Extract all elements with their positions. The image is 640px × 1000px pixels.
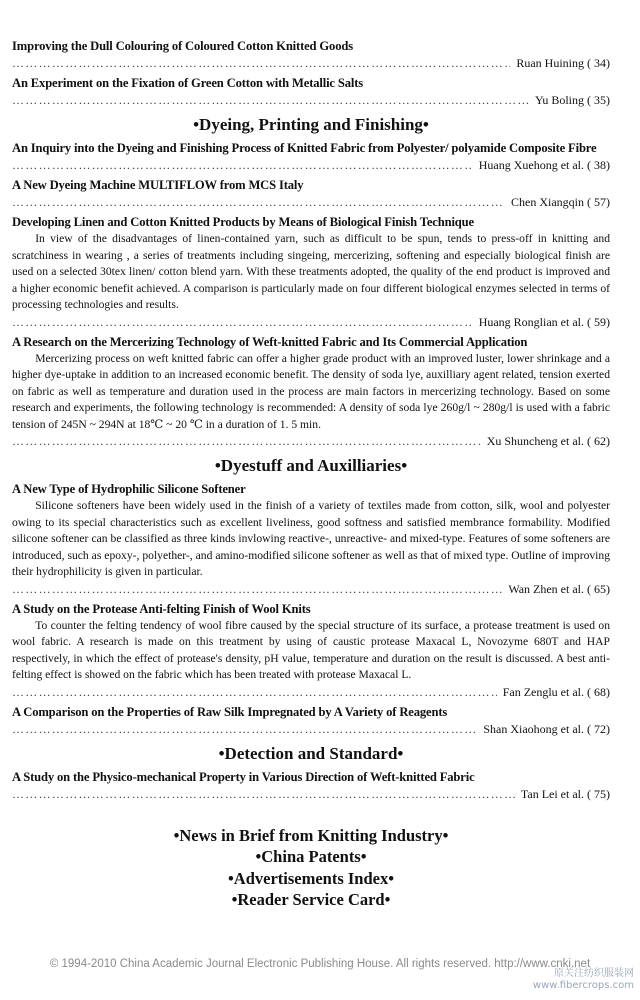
leader-dots — [12, 92, 529, 109]
news-item-advertisements-index[interactable]: •Advertisements Index• — [228, 868, 394, 888]
entry-author: Ruan Huining ( 34) — [516, 56, 610, 70]
entry-title[interactable]: A New Type of Hydrophilic Silicone Softener — [12, 482, 246, 496]
leader-dots — [12, 721, 477, 738]
watermark-url: www.fibercrops.com — [532, 980, 634, 991]
entry-title[interactable]: An Experiment on the Fixation of Green Cotton with Metallic Salts — [12, 76, 364, 90]
entry-title[interactable]: Improving the Dull Colouring of Coloured Cotton Knitted Goods — [12, 39, 353, 53]
leader-dots — [12, 194, 505, 211]
entry-physico-mechanical — [12, 769, 610, 803]
leader-dots — [12, 581, 502, 598]
entry-title[interactable]: A Research on the Mercerizing Technology of Weft-knitted Fabric and Its Commercial Application — [12, 334, 528, 349]
news-item-china-patents[interactable]: •China Patents• — [255, 847, 367, 866]
entry-raw-silk — [12, 704, 610, 738]
entry-author-line — [12, 581, 610, 598]
entry-title[interactable]: A New Dyeing Machine MULTIFLOW from MCS Italy — [12, 178, 304, 192]
entry-author: Xu Shuncheng et al. ( 62) — [486, 434, 610, 448]
leader-dots — [12, 314, 473, 331]
entry-author: Fan Zenglu et al. ( 68) — [502, 684, 610, 699]
news-item-reader-service-card[interactable]: •Reader Service Card• — [231, 890, 391, 909]
entry-author-line — [12, 194, 610, 211]
entry-title[interactable]: A Study on the Physico-mechanical Property in Various Direction of Weft-knitted Fabric — [12, 769, 475, 784]
entry-linen-cotton — [12, 214, 610, 331]
watermark-line: 原关注纺织服装网 — [554, 968, 634, 979]
leader-dots — [12, 786, 515, 803]
entry-abstract: Silicone softeners have been widely used in the finish of a variety of textiles made from cotton, silk, wool and polyester owing to its special characteristics such as excellent liveliness, good softness and satisfied membrance formability. Modified silicone softener can be classified as three kinds invlowing reactive-, unreactive- and mixed-type. Features of some softeners are introduced, such as epoxy-, polyether-, and amino-modified silicone softener as well as that of mixed type. Outline of improving their hydrophilicity is given in particular. — [12, 499, 610, 578]
news-list — [12, 825, 610, 911]
leader-dots — [12, 684, 497, 701]
entry-author: Huang Ronglian et al. ( 59) — [478, 314, 610, 329]
entry-author: Yu Boling ( 35) — [535, 93, 610, 107]
entry-author: Huang Xuehong et al. ( 38) — [478, 158, 610, 172]
entry-author-line — [12, 157, 610, 174]
entry-title[interactable]: An Inquiry into the Dyeing and Finishing Process of Knitted Fabric from Polyester/ polyamide Composite Fibre — [12, 141, 597, 155]
entry-author-line — [12, 433, 610, 450]
entry-author: Chen Xiangqin ( 57) — [511, 195, 610, 209]
watermark — [533, 968, 634, 992]
entry-green-cotton — [12, 75, 610, 109]
entry-silicone-softener — [12, 481, 610, 598]
leader-dots — [12, 55, 510, 72]
entry-author: Wan Zhen et al. ( 65) — [508, 581, 610, 596]
entry-dull-colouring — [12, 38, 610, 72]
entry-title[interactable]: A Study on the Protease Anti-felting Finish of Wool Knits — [12, 601, 311, 616]
section-heading-dyestuff: •Dyestuff and Auxilliaries• — [214, 456, 408, 475]
leader-dots — [12, 157, 473, 174]
section-heading-dyeing: •Dyeing, Printing and Finishing• — [193, 115, 429, 134]
entry-abstract: In view of the disadvantages of linen-contained yarn, such as difficult to be spun, tends to press-off in knitting and scratchiness in wearing , a series of treatments including singeing, mercerizing, softening and especially biological finish are used on a selected 30tex linen/ cotton blend yarn. With these treatments adopted, the quality of the end product is improved and a higher economic benefit achieved. A comparison is particularly made on four different biological enzymes selected in terms of processing technologies and results. — [12, 232, 610, 311]
entry-author-line — [12, 55, 610, 72]
entry-author-line — [12, 684, 610, 701]
entry-abstract: Mercerizing process on weft knitted fabric can offer a higher grade product with an improved luster, lower shrinkage and a higher dye-uptake in addition to an increased economic benefit. The density of soda lye, auxilliary agent related, tension exerted on fabric as well as temperature and duration used in the process are main factors in mercerizing technology. Based on some research and experiments, the following technology is recommended: A density of soda lye 260g/l ~ 280g/l is used with a fabric tension of 245N ~ 294N at 18℃ ~ 20 ℃ in a duration of 1. 5 min. — [12, 351, 610, 431]
entry-title[interactable]: A Comparison on the Properties of Raw Silk Impregnated by A Variety of Reagents — [12, 704, 448, 719]
entry-author-line — [12, 92, 610, 109]
entry-author-line — [12, 721, 610, 738]
entry-multiflow — [12, 177, 610, 211]
entry-author: Tan Lei et al. ( 75) — [520, 786, 610, 801]
entry-title[interactable]: Developing Linen and Cotton Knitted Products by Means of Biological Finish Technique — [12, 215, 474, 229]
entry-author-line — [12, 314, 610, 331]
entry-author-line — [12, 786, 610, 803]
entry-mercerizing — [12, 334, 610, 451]
entry-abstract: To counter the felting tendency of wool fibre caused by the special structure of its surface, a protease treatment is used on wool fabric. A research is made on this treatment by using of caustic protease Maxacal L, Novozyme 680T and HAP respectively, in which the effect of protease's density, pH value, temperature and duration on the result is discussed. A best anti-felting effect is showed on the fabric which has been treated with protease Maxacal L. — [12, 618, 610, 681]
contents-page — [12, 38, 610, 911]
entry-protease-wool — [12, 601, 610, 701]
copyright-footer: © 1994-2010 China Academic Journal Electronic Publishing House. All rights reserved. http://www.cnki.net — [49, 958, 591, 970]
entry-polyester-polyamide — [12, 140, 610, 174]
entry-author: Shan Xiaohong et al. ( 72) — [483, 721, 610, 736]
section-heading-detection: •Detection and Standard• — [218, 743, 404, 763]
news-item-knitting-industry[interactable]: •News in Brief from Knitting Industry• — [173, 825, 449, 845]
leader-dots — [12, 433, 481, 450]
